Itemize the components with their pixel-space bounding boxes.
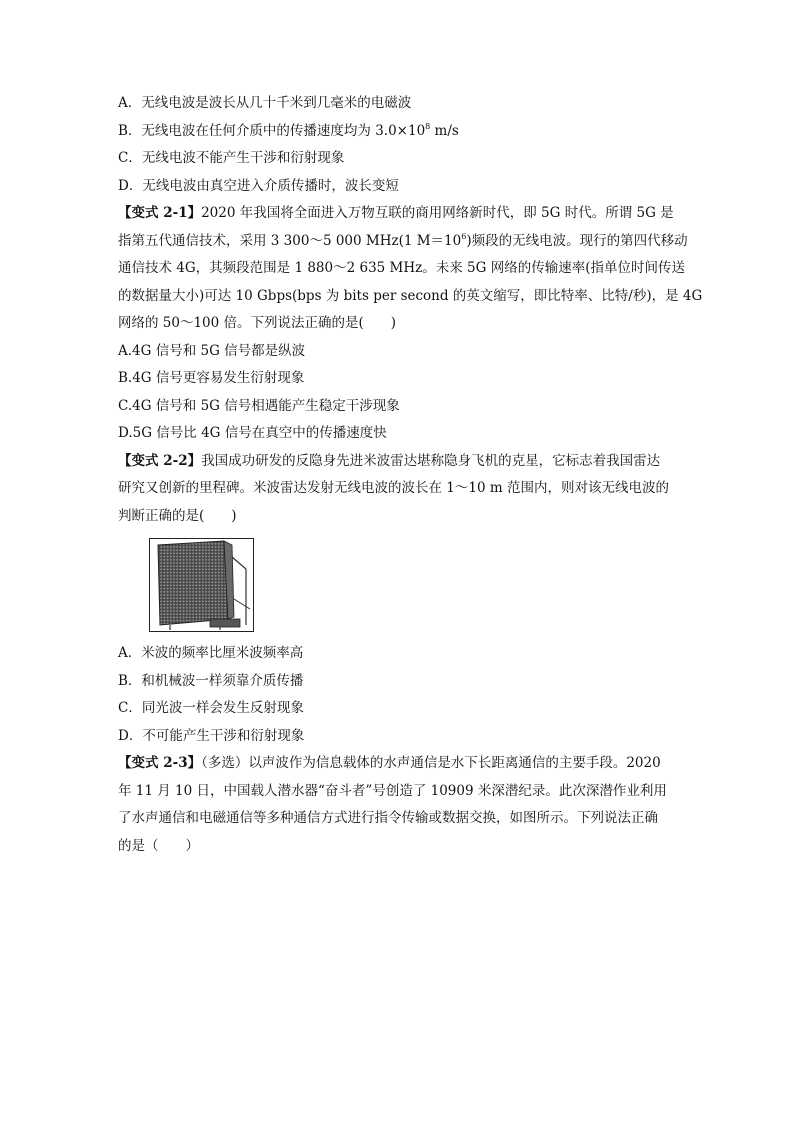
variant-2-2-tag: 【变式 2-2】 [118,452,202,469]
option-c: C．无线电波不能产生干涉和衍射现象 [118,150,345,166]
option-b-text: B．无线电波在任何介质中的传播速度均为 3.0×10 [118,122,426,139]
option-b [118,118,678,146]
variant-2-2-option-d: D．不可能产生干涉和衍射现象 [118,727,305,744]
variant-2-2-text: 我国成功研发的反隐身先进米波雷达堪称隐身飞机的克星，它标志着我国雷达 [201,452,661,469]
variant-2-1-text: )频段的无线电波。现行的第四代移动 [466,232,688,249]
variant-2-1-text: 2020 年我国将全面进入万物互联的商用网络新时代，即 5G 时代。所谓 5G 是 [201,205,674,221]
variant-2-1-option-c: C.4G 信号和 5G 信号相遇能产生稳定干涉现象 [118,397,400,414]
variant-2-1-line-2 [118,228,688,256]
radar-antenna-drawing [150,539,253,631]
variant-2-1-option-a: A.4G 信号和 5G 信号都是纵波 [118,342,306,359]
variant-2-2-option-a: A．米波的频率比厘米波频率高 [118,645,304,661]
variant-2-1-line-4: 的数据量大小)可达 10 Gbps(bps 为 bits per second 的英文缩写，即比特率、比特/秒)，是 4G [118,287,703,304]
variant-2-1-option-b: B.4G 信号更容易发生衍射现象 [118,370,305,386]
variant-2-3-tag: 【变式 2-3】 [118,755,202,771]
variant-2-1-line-1 [118,200,678,228]
exponent: 8 [425,121,431,131]
exponent: 6 [461,231,467,241]
variant-2-3-text: （多选）以声波作为信息载体的水声通信是水下长距离通信的主要手段。2020 [201,755,661,771]
variant-2-2-option-b: B．和机械波一样须靠介质传播 [118,672,304,689]
variant-2-3-line-2: 年 11 月 10 日，中国载人潜水器“奋斗者”号创造了 10909 米深潜纪录。此次深潜作业利用 [118,782,667,799]
option-d: D．无线电波由真空进入介质传播时，波长变短 [118,177,399,194]
option-a: A．无线电波是波长从几十千米到几毫米的电磁波 [118,95,412,111]
variant-2-3-line-3: 了水声通信和电磁通信等多种通信方式进行指令传输或数据交换，如图所示。下列说法正确 [118,810,658,826]
document-page [118,90,703,860]
variant-2-1-line-3: 通信技术 4G，其频段范围是 1 880～2 635 MHz。未来 5G 网络的传输速率(指单位时间传送 [118,260,685,276]
variant-2-1-line-5: 网络的 50～100 倍。下列说法正确的是( ) [118,315,397,331]
variant-2-1-text: 指第五代通信技术，采用 3 300～5 000 MHz(1 M＝10 [118,232,462,249]
variant-2-1-tag: 【变式 2-1】 [118,205,202,221]
variant-2-1-option-d: D.5G 信号比 4G 信号在真空中的传播速度快 [118,425,387,441]
radar-antenna-image [149,538,254,632]
variant-2-2-line-3: 判断正确的是( ) [118,507,237,524]
variant-2-3-line-4: 的是（ ） [118,837,199,854]
variant-2-2-line-1 [118,448,678,476]
variant-2-2-option-c: C．同光波一样会发生反射现象 [118,700,304,716]
option-b-unit: m/s [430,122,459,139]
variant-2-3-line-1 [118,750,678,778]
variant-2-2-line-2: 研究又创新的里程碑。米波雷达发射无线电波的波长在 1～10 m 范围内，则对该无线电波的 [118,480,669,496]
